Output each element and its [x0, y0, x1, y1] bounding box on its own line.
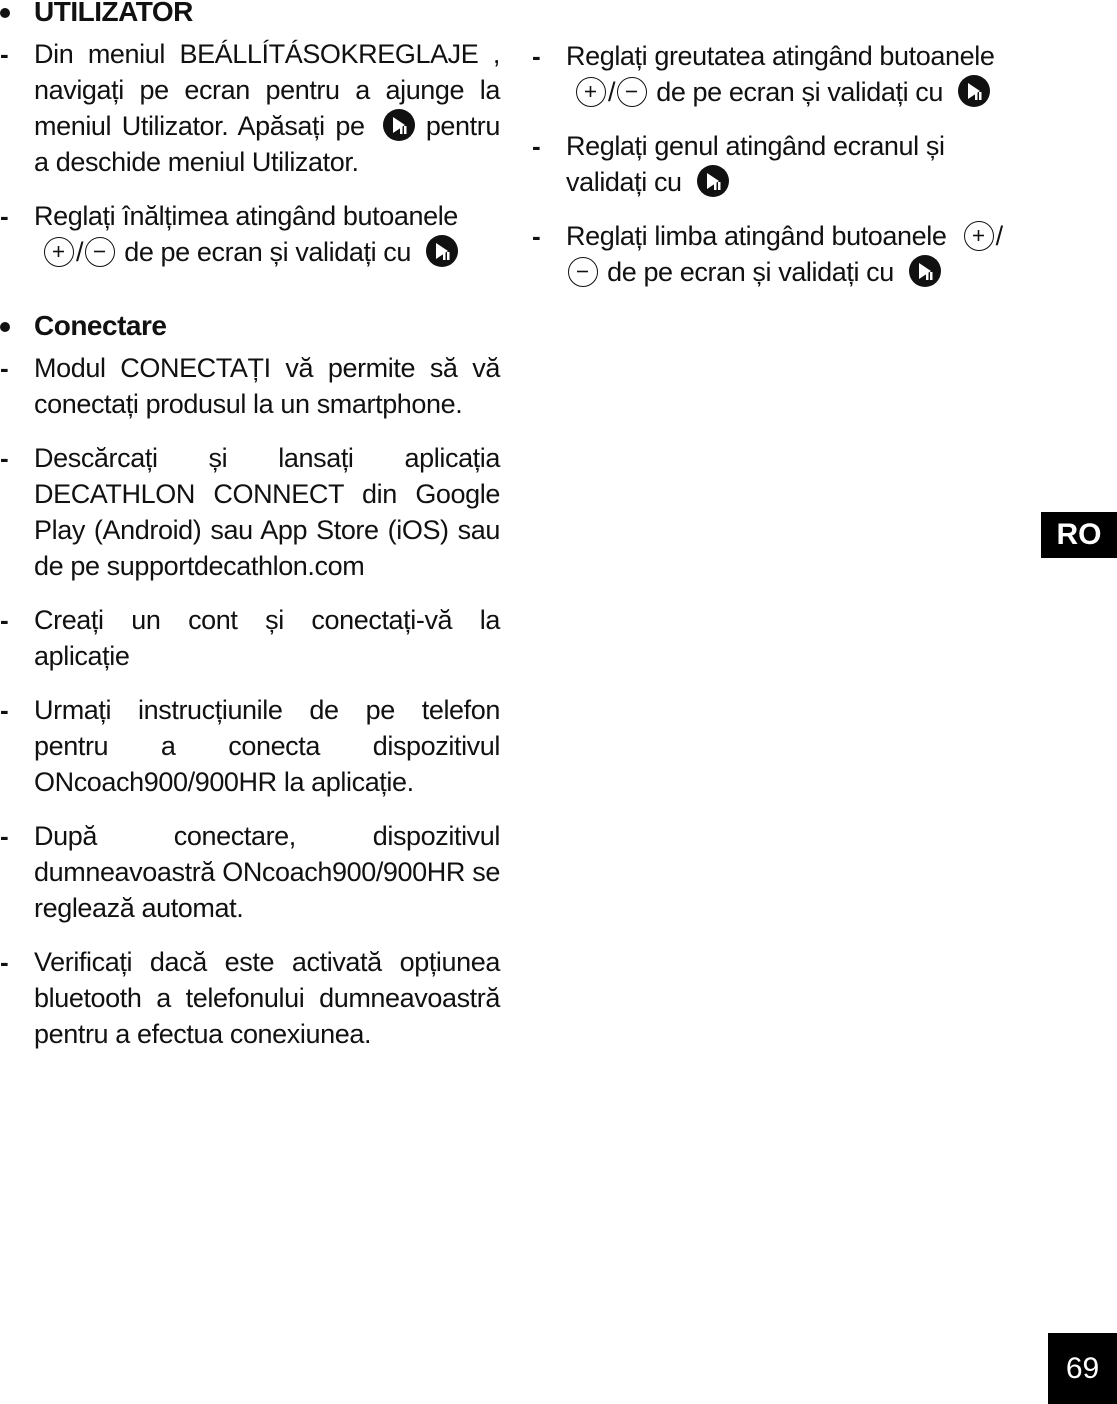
play-pause-icon: [426, 235, 458, 267]
list-item: [532, 218, 1032, 290]
list-item: [532, 128, 1032, 200]
list-item: [0, 602, 500, 674]
slash: /: [76, 237, 84, 267]
page-number: 69: [1048, 1333, 1117, 1404]
plus-circle-icon: [44, 237, 74, 267]
item-text: După conectare, dispozitivul dumneavoastră ONcoach900/900HR se reglează automat.: [34, 821, 500, 923]
dash-marker: -: [0, 201, 9, 231]
dash-marker: -: [0, 821, 9, 851]
item-text: Verificați dacă este activată opțiunea bluetooth a telefonului dumneavoastră pentru a efectua conexiunea.: [34, 947, 500, 1049]
section-utilizator-heading: [0, 0, 500, 36]
section-title: UTILIZATOR: [34, 0, 193, 27]
bullet-icon: [0, 8, 10, 18]
dash-marker: -: [0, 947, 9, 977]
play-pause-icon: [697, 165, 729, 197]
list-item: [0, 36, 500, 180]
dash-marker: -: [0, 605, 9, 635]
item-text: Urmați instrucțiunile de pe telefon pentru a conecta dispozitivul ONcoach900/900HR la aplicație.: [34, 695, 500, 797]
play-pause-icon: [383, 109, 415, 141]
dash-marker: -: [0, 695, 9, 725]
item-text: Descărcați și lansați aplicația DECATHLON CONNECT din Google Play (Android) sau App Store (iOS) sau de pe supportdecathlon.com: [34, 443, 500, 581]
section-conectare-heading: [0, 310, 500, 350]
section-title: Conectare: [34, 310, 167, 341]
bullet-icon: [0, 322, 10, 332]
dash-marker: -: [532, 221, 541, 251]
list-item: [0, 944, 500, 1052]
item-text: Din meniul BEÁLLÍTÁSOKREGLAJE , navigați pe ecran pentru a ajunge la meniul Utilizator. Apăsați pe: [34, 39, 500, 141]
item-text: Reglați limba atingând butoanele: [566, 221, 947, 251]
item-text: Reglați înălțimea atingând butoanele: [34, 201, 458, 231]
minus-circle-icon: [85, 237, 115, 267]
slash: /: [995, 221, 1003, 251]
slash: /: [608, 77, 616, 107]
item-text: Reglați greutatea atingând butoanele: [566, 41, 995, 71]
item-text-cont: de pe ecran și validați cu: [656, 77, 943, 107]
item-text: Creați un cont și conectați-vă la aplicație: [34, 605, 500, 671]
item-text-cont: de pe ecran și validați cu: [124, 237, 411, 267]
language-tab: RO: [1041, 512, 1117, 558]
dash-marker: -: [532, 41, 541, 71]
minus-circle-icon: [617, 77, 647, 107]
play-pause-icon: [909, 255, 941, 287]
dash-marker: -: [532, 131, 541, 161]
list-item: [0, 692, 500, 800]
dash-marker: -: [0, 443, 9, 473]
list-item: [0, 350, 500, 422]
right-column: [532, 38, 1032, 308]
item-text-cont: pentru a deschide meniul Utilizator.: [34, 111, 500, 177]
item-text-cont: de pe ecran și validați cu: [607, 257, 894, 287]
plus-circle-icon: [964, 221, 994, 251]
list-item: [532, 38, 1032, 110]
list-item: [0, 198, 500, 270]
list-item: [0, 440, 500, 584]
play-pause-icon: [958, 75, 990, 107]
dash-marker: -: [0, 39, 9, 69]
item-text: Modul CONECTAȚI vă permite să vă conectați produsul la un smartphone.: [34, 353, 500, 419]
plus-circle-icon: [576, 77, 606, 107]
minus-circle-icon: [568, 257, 598, 287]
item-text: Reglați genul atingând ecranul și validați cu: [566, 131, 945, 197]
dash-marker: -: [0, 353, 9, 383]
list-item: [0, 818, 500, 926]
left-column: [0, 0, 500, 1070]
